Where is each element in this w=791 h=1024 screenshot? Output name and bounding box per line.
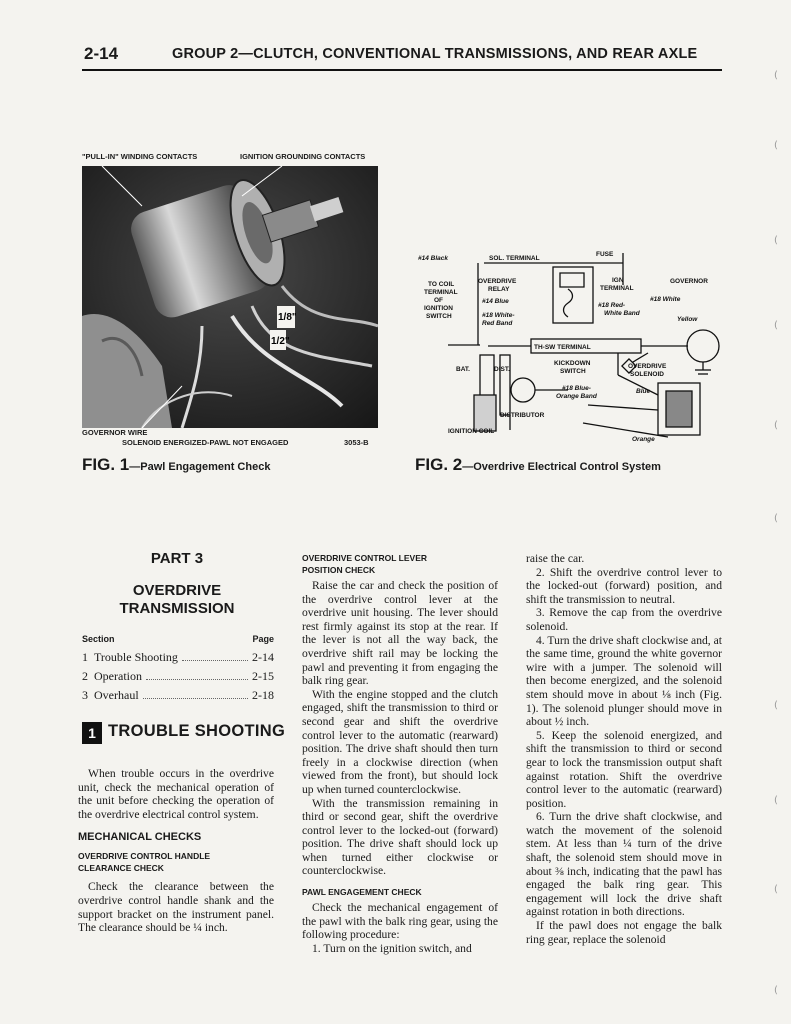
fig2-label-ign-terminal-2: TERMINAL xyxy=(600,285,634,292)
paragraph: With the transmission remaining in third or second gear, shift the overdrive control lever to the locked-out (forward) position. The drive shaft should lock up when turned either clockwise or counterclockwise. xyxy=(302,796,498,878)
heading-handle-2: CLEARANCE CHECK xyxy=(78,863,164,874)
fig2-label-blue: Blue xyxy=(636,388,651,395)
fig2-label-kickdown-1: KICKDOWN xyxy=(554,360,591,367)
fig1-caption-text: —Pawl Engagement Check xyxy=(129,461,271,473)
toc-page: 2-14 xyxy=(252,650,274,664)
running-header-title: GROUP 2—CLUTCH, CONVENTIONAL TRANSMISSIONS, AND REAR AXLE xyxy=(172,46,698,62)
part-title-line2: TRANSMISSION xyxy=(119,600,235,617)
fig2-label-thsw: TH-SW TERMINAL xyxy=(534,344,591,351)
fig2-label-od-relay-2: RELAY xyxy=(488,286,510,293)
paragraph: Raise the car and check the position of the overdrive control lever at the overdrive unit housing. The lever should rest firmly against its stop at the rear. If the lever is not all the way back, the overdrive shift rail may be locking the pawl and preventing it from engaging the balk ring gear. xyxy=(302,579,498,688)
heading-handle-1: OVERDRIVE CONTROL HANDLE xyxy=(78,851,211,862)
toc-row[interactable] xyxy=(82,650,274,665)
toc-leader xyxy=(143,698,248,699)
column-3 xyxy=(526,552,722,946)
margin-mark: ( xyxy=(774,985,778,996)
fig2-label-blue14: #14 Blue xyxy=(482,298,509,305)
heading-mechanical-checks: MECHANICAL CHECKS xyxy=(78,831,202,844)
toc-header xyxy=(82,634,274,644)
column-1 xyxy=(78,767,274,935)
fig2-label-governor: GOVERNOR xyxy=(670,278,708,285)
fig1-label-governor-wire: GOVERNOR WIRE xyxy=(82,428,148,437)
toc-page: 2-18 xyxy=(252,688,274,702)
toc-title: Trouble Shooting xyxy=(94,650,178,664)
fig1-caption xyxy=(82,455,270,475)
fig2-label-white18-2: Red Band xyxy=(482,320,513,327)
page-number: 2-14 xyxy=(84,44,119,63)
fig1-label-solenoid-energized: SOLENOID ENERGIZED-PAWL NOT ENGAGED xyxy=(122,438,289,447)
toc-section-header: Section xyxy=(82,634,115,644)
fig2-label-od-sol-1: OVERDRIVE xyxy=(628,363,667,370)
paragraph: 2. Shift the overdrive control lever to the locked-out (forward) position, and shift the transmission to neutral. xyxy=(526,565,722,606)
fig2-label-blue18-2: Orange Band xyxy=(556,393,597,400)
fig2-label-od-sol-2: SOLENOID xyxy=(630,371,664,378)
toc-num: 1 xyxy=(82,650,88,664)
part-label: PART 3 xyxy=(150,550,204,567)
fig1-label-eighth: 1/8" xyxy=(278,312,297,323)
fig1-photo xyxy=(82,166,378,428)
margin-mark: ( xyxy=(774,70,778,81)
fig2-label-bat: BAT. xyxy=(456,366,470,373)
toc-row[interactable] xyxy=(82,669,274,684)
fig2-label-to-coil-5: SWITCH xyxy=(426,313,452,320)
fig2-label-fuse: FUSE xyxy=(596,251,614,258)
fig2-label-red18-2: White Band xyxy=(604,310,640,317)
paragraph: If the pawl does not engage the balk ring gear, replace the solenoid xyxy=(526,919,722,946)
heading-lever-1: OVERDRIVE CONTROL LEVER xyxy=(302,553,427,563)
paragraph: 6. Turn the drive shaft clockwise, and watch the movement of the solenoid stem. At less than ¼ turn of the drive shaft, the solenoid stem should move in about ⅜ inch, indicating that the pawl has engaged the balk ring gear. This engagement will lock the drive shaft against rotation in both directions. xyxy=(526,810,722,919)
fig1-label-ignition-grounding: IGNITION GROUNDING CONTACTS xyxy=(240,152,366,161)
paragraph: With the engine stopped and the clutch engaged, shift the transmission to third or second gear and shift the overdrive control lever to the automatic (rearward) position. The drive shaft should then turn freely in a clockwise direction (when viewed from the front), but should lock up when turned counterclockwise. xyxy=(302,687,498,796)
fig2-label-red18-1: #18 Red- xyxy=(598,302,626,309)
fig2-caption xyxy=(415,455,661,475)
fig2-label-blue18-1: #18 Blue- xyxy=(562,385,591,392)
margin-mark: ( xyxy=(774,700,778,711)
fig2-label-white18b: #18 White xyxy=(650,296,681,303)
margin-mark: ( xyxy=(774,235,778,246)
fig2-label-yellow: Yellow xyxy=(677,316,698,323)
margin-mark: ( xyxy=(774,140,778,151)
paragraph: When trouble occurs in the overdrive unit, check the mechanical operation of the unit before checking the operation of the overdrive electrical control system. xyxy=(78,767,274,821)
fig2-caption-text: —Overdrive Electrical Control System xyxy=(462,461,661,473)
fig2-label-od-relay-1: OVERDRIVE xyxy=(478,278,517,285)
fig2-label-sol-terminal: SOL. TERMINAL xyxy=(489,255,540,262)
fig2-label-to-coil-2: TERMINAL xyxy=(424,289,458,296)
paragraph: 4. Turn the drive shaft clockwise and, at the same time, ground the white governor wire with a jumper. The solenoid will then become energized, and the solenoid stem should move in about ⅛ inch (Fig. 1). The solenoid plunger should move in about ½ inch. xyxy=(526,633,722,729)
margin-mark: ( xyxy=(774,320,778,331)
fig1-label-pull-in: "PULL-IN" WINDING CONTACTS xyxy=(82,152,198,161)
margin-mark: ( xyxy=(774,795,778,806)
margin-mark: ( xyxy=(774,420,778,431)
toc-num: 3 xyxy=(82,688,88,702)
fig2-label-ign-coil: IGNITION COIL xyxy=(448,428,495,435)
paragraph: raise the car. xyxy=(526,552,585,565)
fig2-label-to-coil-4: IGNITION xyxy=(424,305,453,312)
header-rule xyxy=(82,69,722,71)
paragraph: Check the clearance between the overdrive control handle shank and the support bracket on the instrument panel. The clearance should be ¼ inch. xyxy=(78,880,274,935)
paragraph: Check the mechanical engagement of the pawl with the balk ring gear, using the following procedure: xyxy=(302,901,498,942)
fig2-label-black14: #14 Black xyxy=(418,255,448,262)
toc-num: 2 xyxy=(82,669,88,683)
toc-leader xyxy=(182,660,248,661)
margin-mark: ( xyxy=(774,513,778,524)
section-title: TROUBLE SHOOTING xyxy=(108,722,286,740)
fig2-label-kickdown-2: SWITCH xyxy=(560,368,586,375)
toc-page: 2-15 xyxy=(252,669,274,683)
fig2-label-orange: Orange xyxy=(632,436,655,443)
paragraph: 1. Turn on the ignition switch, and xyxy=(312,941,472,955)
fig2-label-to-coil-1: TO COIL xyxy=(428,281,455,288)
toc-leader xyxy=(146,679,248,680)
fig2-schematic xyxy=(418,245,730,450)
column-2 xyxy=(302,552,498,955)
toc-page-header: Page xyxy=(252,634,274,644)
fig2-label-ign-terminal-1: IGN xyxy=(612,277,624,284)
fig2-caption-prefix: FIG. 2 xyxy=(415,455,463,474)
fig2-label-distributor: DISTRIBUTOR xyxy=(500,412,545,419)
toc-title: Operation xyxy=(94,669,142,683)
margin-mark: ( xyxy=(774,884,778,895)
fig2-label-dist: DIST. xyxy=(494,366,510,373)
fig2-label-to-coil-3: OF xyxy=(434,297,444,304)
section-number-box: 1 xyxy=(82,722,102,744)
part-title-line1: OVERDRIVE xyxy=(132,582,222,599)
fig2-label-white18-1: #18 White- xyxy=(482,312,515,319)
paragraph: 5. Keep the solenoid energized, and shift the transmission to third or second gear to lock the transmission output shaft against rotation. Shift the overdrive control lever to the automatic (rearward) position. xyxy=(526,728,722,810)
toc-title: Overhaul xyxy=(94,688,139,702)
fig1-photo-drawing xyxy=(82,166,378,428)
heading-lever-2: POSITION CHECK xyxy=(302,565,376,575)
fig1-caption-prefix: FIG. 1 xyxy=(82,455,130,474)
paragraph: 3. Remove the cap from the overdrive solenoid. xyxy=(526,606,722,633)
fig1-code: 3053-B xyxy=(344,438,369,447)
fig1-label-half: 1/2" xyxy=(271,336,290,347)
toc-row[interactable] xyxy=(82,688,274,703)
heading-pawl: PAWL ENGAGEMENT CHECK xyxy=(302,887,422,898)
